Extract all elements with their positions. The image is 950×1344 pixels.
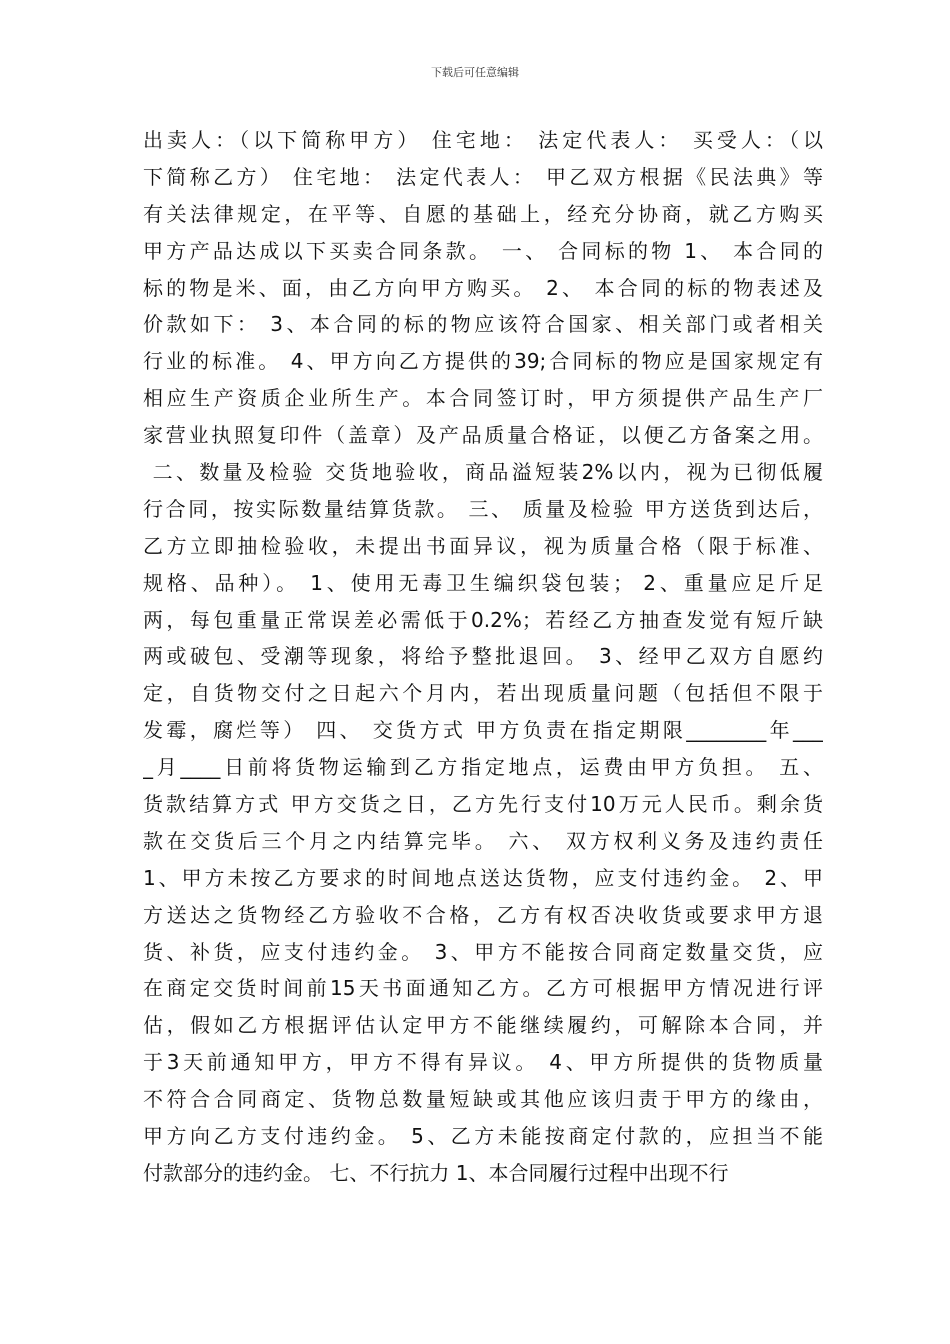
body-line: 付款部分的违约金。 七、不行抗力 1、本合同履行过程中出现不行 bbox=[143, 1160, 729, 1185]
body-line: 甲方向乙方支付违约金。 5、乙方未能按商定付款的，应担当不能 bbox=[143, 1124, 823, 1149]
body-line: 于3天前通知甲方，甲方不得有异议。 4、甲方所提供的货物质量 bbox=[143, 1050, 823, 1075]
body-line: _月____日前将货物运输到乙方指定地点，运费由甲方负担。 五、 bbox=[143, 755, 823, 780]
body-line: 两或破包、受潮等现象，将给予整批退回。 3、经甲乙双方自愿约 bbox=[143, 644, 823, 669]
body-line: 有关法律规定，在平等、自愿的基础上，经充分协商，就乙方购买 bbox=[143, 201, 823, 226]
body-line: 相应生产资质企业所生产。本合同签订时，甲方须提供产品生产厂 bbox=[143, 386, 823, 411]
body-line: 定，自货物交付之日起六个月内，若出现质量问题（包括但不限于 bbox=[143, 681, 823, 706]
body-line: 发霉，腐烂等） 四、 交货方式 甲方负责在指定期限________年___ bbox=[143, 718, 823, 743]
body-line: 方送达之货物经乙方验收不合格，乙方有权否决收货或要求甲方退 bbox=[143, 902, 823, 927]
body-line: 出卖人：（以下简称甲方） 住宅地： 法定代表人： 买受人：（以 bbox=[143, 128, 823, 152]
body-line: 乙方立即抽检验收，未提出书面异议，视为质量合格（限于标准、 bbox=[143, 533, 823, 558]
body-line: 行业的标准。 4、甲方向乙方提供的39;合同标的物应是国家规定有 bbox=[143, 349, 823, 374]
body-line: 估，假如乙方根据评估认定甲方不能继续履约，可解除本合同，并 bbox=[143, 1013, 823, 1038]
body-line: 规格、品种）。 1、使用无毒卫生编织袋包装； 2、重量应足斤足 bbox=[143, 570, 823, 595]
body-line: 二、数量及检验 交货地验收，商品溢短装2%以内，视为已彻低履 bbox=[143, 460, 823, 485]
body-line: 不符合合同商定、货物总数量短缺或其他应该归责于甲方的缘由， bbox=[143, 1087, 823, 1112]
body-line: 货款结算方式 甲方交货之日，乙方先行支付10万元人民币。剩余货 bbox=[143, 792, 823, 817]
body-line: 行合同，按实际数量结算货款。 三、 质量及检验 甲方送货到达后， bbox=[143, 496, 823, 521]
body-line: 标的物是米、面，由乙方向甲方购买。 2、 本合同的标的物表述及 bbox=[143, 275, 823, 300]
body-line: 两，每包重量正常误差必需低于0.2%；若经乙方抽查发觉有短斤缺 bbox=[143, 607, 823, 632]
page-header: 下载后可任意编辑 bbox=[431, 66, 519, 79]
body-line: 甲方产品达成以下买卖合同条款。 一、 合同标的物 1、 本合同的 bbox=[143, 238, 823, 263]
body-line: 价款如下： 3、本合同的标的物应该符合国家、相关部门或者相关 bbox=[143, 312, 823, 337]
body-line: 款在交货后三个月之内结算完毕。 六、 双方权利义务及违约责任 bbox=[143, 828, 823, 853]
body-line: 1、甲方未按乙方要求的时间地点送达货物，应支付违约金。 2、甲 bbox=[143, 865, 823, 890]
body-line: 下简称乙方） 住宅地： 法定代表人： 甲乙双方根据《民法典》等 bbox=[143, 164, 823, 189]
body-line: 家营业执照复印件（盖章）及产品质量合格证，以便乙方备案之用。 bbox=[143, 423, 823, 448]
contract-body bbox=[143, 122, 823, 1192]
body-line: 在商定交货时间前15天书面通知乙方。乙方可根据甲方情况进行评 bbox=[143, 976, 823, 1001]
body-line: 货、补货，应支付违约金。 3、甲方不能按合同商定数量交货，应 bbox=[143, 939, 823, 964]
